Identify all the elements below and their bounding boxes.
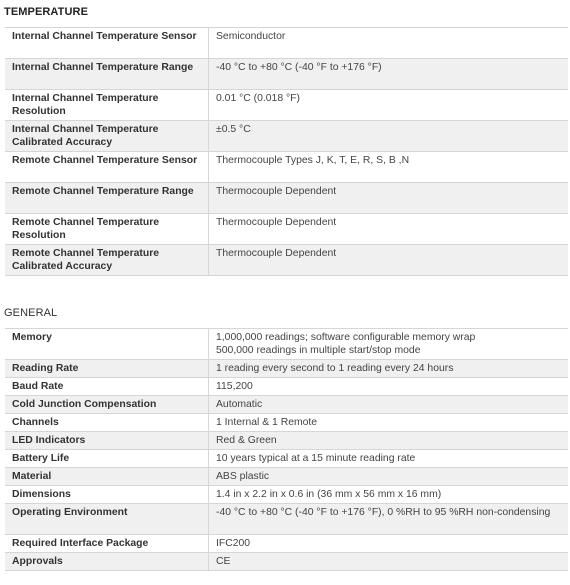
spec-label: Channels	[5, 414, 209, 432]
table-row	[5, 468, 568, 486]
spec-label: Internal Channel Temperature Resolution	[5, 90, 209, 121]
table-row	[5, 414, 568, 432]
table-row	[5, 396, 568, 414]
spec-label: Remote Channel Temperature Calibrated Accuracy	[5, 245, 209, 276]
spec-value: 0.01 °C (0.018 °F)	[216, 93, 300, 104]
table-row	[5, 378, 568, 396]
spec-value: 1 Internal & 1 Remote	[216, 417, 318, 428]
table-row	[5, 152, 568, 183]
spec-value: Thermocouple Dependent	[216, 248, 337, 259]
spec-label: LED Indicators	[5, 432, 209, 450]
spec-label: Baud Rate	[5, 378, 209, 396]
spec-label: Approvals	[5, 553, 209, 571]
table-row	[5, 360, 568, 378]
spec-value: Thermocouple Types J, K, T, E, R, S, B ,N	[216, 155, 410, 166]
general-spec-table	[5, 328, 568, 571]
spec-value: CE	[216, 556, 231, 567]
spec-value: Thermocouple Dependent	[216, 186, 337, 197]
spec-value: IFC200	[216, 538, 251, 549]
general-section-title: GENERAL	[4, 307, 58, 319]
table-row	[5, 90, 568, 121]
table-row	[5, 214, 568, 245]
table-row	[5, 432, 568, 450]
spec-label: Cold Junction Compensation	[5, 396, 209, 414]
table-row	[5, 28, 568, 59]
memory-value-line-1: 1,000,000 readings; software configurable memory wrap	[216, 332, 476, 343]
spec-label: Internal Channel Temperature Range	[5, 59, 209, 90]
spec-value: Automatic	[216, 399, 263, 410]
table-row	[5, 553, 568, 571]
spec-label: Remote Channel Temperature Sensor	[5, 152, 209, 183]
spec-value: Thermocouple Dependent	[216, 217, 337, 228]
spec-label: Battery Life	[5, 450, 209, 468]
spec-value	[209, 329, 569, 360]
spec-label: Internal Channel Temperature Calibrated Accuracy	[5, 121, 209, 152]
table-row	[5, 183, 568, 214]
spec-value: ABS plastic	[216, 471, 270, 482]
spec-label: Required Interface Package	[5, 535, 209, 553]
spec-value: Semiconductor	[216, 31, 286, 42]
spec-label: Internal Channel Temperature Sensor	[5, 28, 209, 59]
spec-label: Reading Rate	[5, 360, 209, 378]
temperature-section-title: TEMPERATURE	[4, 6, 89, 18]
temperature-spec-table	[5, 27, 568, 276]
memory-value-line-2: 500,000 readings in multiple start/stop mode	[216, 345, 421, 356]
table-row	[5, 535, 568, 553]
spec-label: Memory	[5, 329, 209, 360]
spec-value: 115,200	[216, 381, 253, 392]
spec-label: Remote Channel Temperature Range	[5, 183, 209, 214]
spec-value: -40 °C to +80 °C (-40 °F to +176 °F), 0 %RH to 95 %RH non-condensing	[216, 507, 551, 518]
spec-value: -40 °C to +80 °C (-40 °F to +176 °F)	[216, 62, 382, 73]
spec-label: Remote Channel Temperature Resolution	[5, 214, 209, 245]
spec-label: Dimensions	[5, 486, 209, 504]
spec-value: 1.4 in x 2.2 in x 0.6 in (36 mm x 56 mm x 16 mm)	[216, 489, 442, 500]
spec-value: 1 reading every second to 1 reading every 24 hours	[216, 363, 454, 374]
table-row	[5, 486, 568, 504]
spec-value: Red & Green	[216, 435, 277, 446]
spec-label: Operating Environment	[5, 504, 209, 535]
table-row	[5, 245, 568, 276]
table-row	[5, 59, 568, 90]
table-row	[5, 504, 568, 535]
spec-value: ±0.5 °C	[216, 124, 251, 135]
table-row	[5, 121, 568, 152]
table-row	[5, 329, 568, 360]
spec-value: 10 years typical at a 15 minute reading rate	[216, 453, 416, 464]
table-row	[5, 450, 568, 468]
spec-label: Material	[5, 468, 209, 486]
